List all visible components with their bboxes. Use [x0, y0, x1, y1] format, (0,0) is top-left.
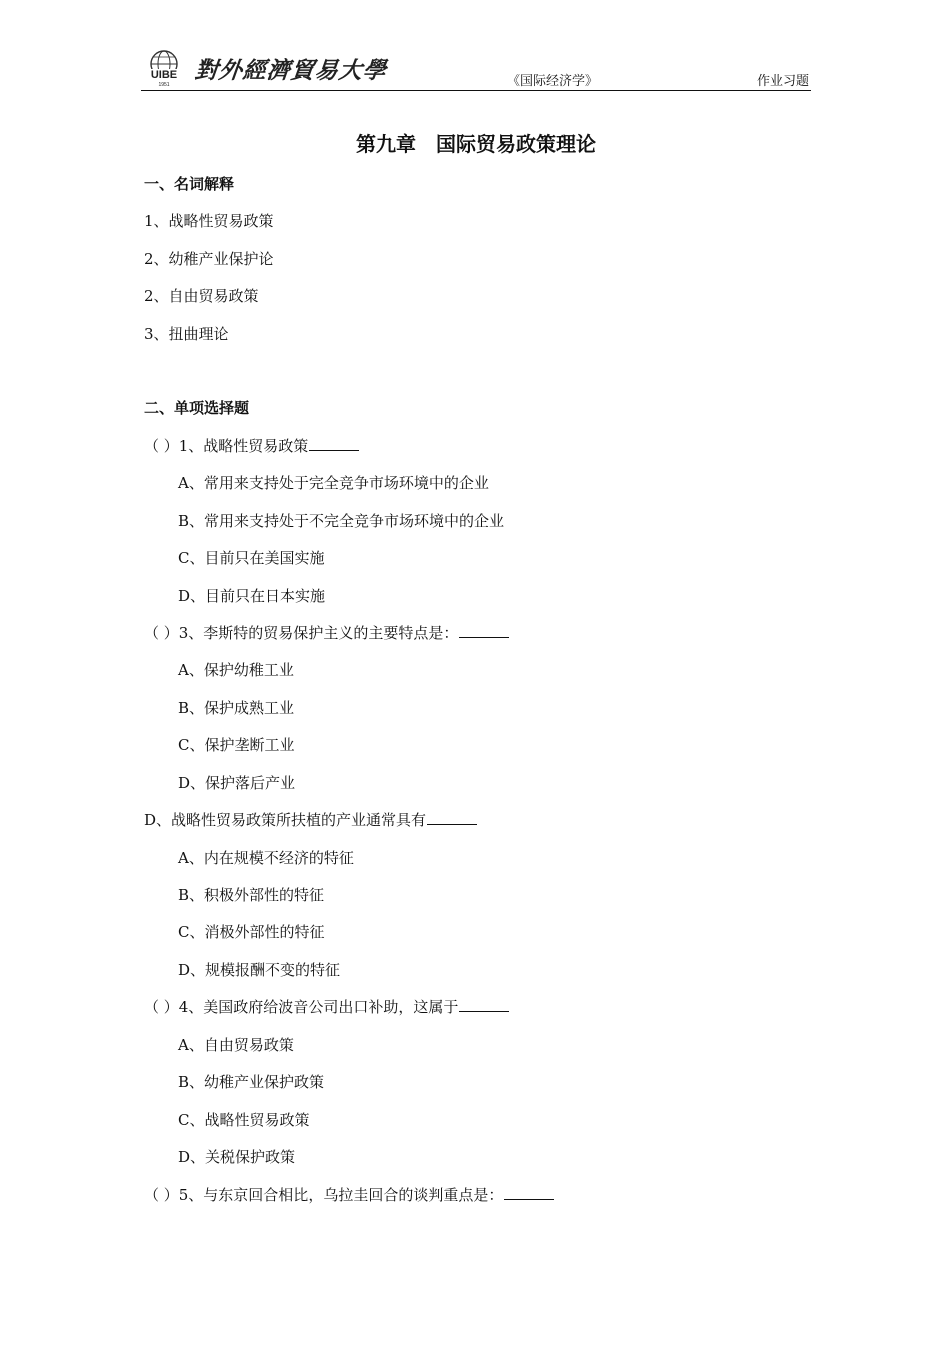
answer-blank	[309, 436, 359, 451]
question-option: D、规模报酬不变的特征	[178, 961, 341, 979]
answer-blank	[459, 623, 509, 638]
question-option: C、战略性贸易政策	[178, 1111, 310, 1129]
svg-text:UIBE: UIBE	[150, 69, 178, 81]
term-item: 2、幼稚产业保护论	[144, 250, 274, 268]
question-stem: （ ）3、李斯特的贸易保护主义的主要特点是：	[144, 623, 509, 643]
section-heading-choice: 二、单项选择题	[144, 399, 250, 417]
term-item: 1、战略性贸易政策	[144, 212, 274, 230]
section-heading-definitions: 一、名词解释	[144, 175, 235, 193]
question-option: C、消极外部性的特征	[178, 923, 325, 941]
university-name: 對外經濟貿易大學	[193, 57, 389, 84]
question-option: C、保护垄断工业	[178, 736, 295, 754]
question-stem: （ ）5、与东京回合相比，乌拉圭回合的谈判重点是：	[144, 1185, 554, 1205]
question-option: B、保护成熟工业	[178, 699, 295, 717]
question-option: C、目前只在美国实施	[178, 549, 325, 567]
question-option: A、保护幼稚工业	[178, 661, 294, 679]
question-stem: D、战略性贸易政策所扶植的产业通常具有	[144, 810, 477, 830]
document-type: 作业习题	[756, 74, 809, 89]
question-option: B、常用来支持处于不完全竞争市场环境中的企业	[178, 512, 505, 530]
answer-blank	[504, 1185, 554, 1200]
course-name: 《国际经济学》	[507, 74, 599, 89]
svg-text:1951: 1951	[158, 82, 170, 88]
question-option: D、关税保护政策	[178, 1148, 296, 1166]
question-option: D、保护落后产业	[178, 774, 296, 792]
question-option: A、内在规模不经济的特征	[178, 849, 354, 867]
question-option: A、常用来支持处于完全竞争市场环境中的企业	[178, 474, 489, 492]
page-header	[141, 44, 811, 91]
question-stem: （ ）1、战略性贸易政策	[144, 436, 359, 456]
term-item: 2、自由贸易政策	[144, 287, 259, 305]
question-option: B、积极外部性的特征	[178, 886, 325, 904]
question-option: B、幼稚产业保护政策	[178, 1073, 325, 1091]
answer-blank	[427, 810, 477, 825]
question-option: D、目前只在日本实施	[178, 587, 326, 605]
question-stem: （ ）4、美国政府给波音公司出口补助，这属于	[144, 997, 509, 1017]
answer-blank	[459, 997, 509, 1012]
university-logo-icon	[143, 48, 185, 88]
question-option: A、自由贸易政策	[178, 1036, 294, 1054]
chapter-title: 第九章 国际贸易政策理论	[356, 132, 596, 156]
term-item: 3、扭曲理论	[144, 325, 229, 343]
